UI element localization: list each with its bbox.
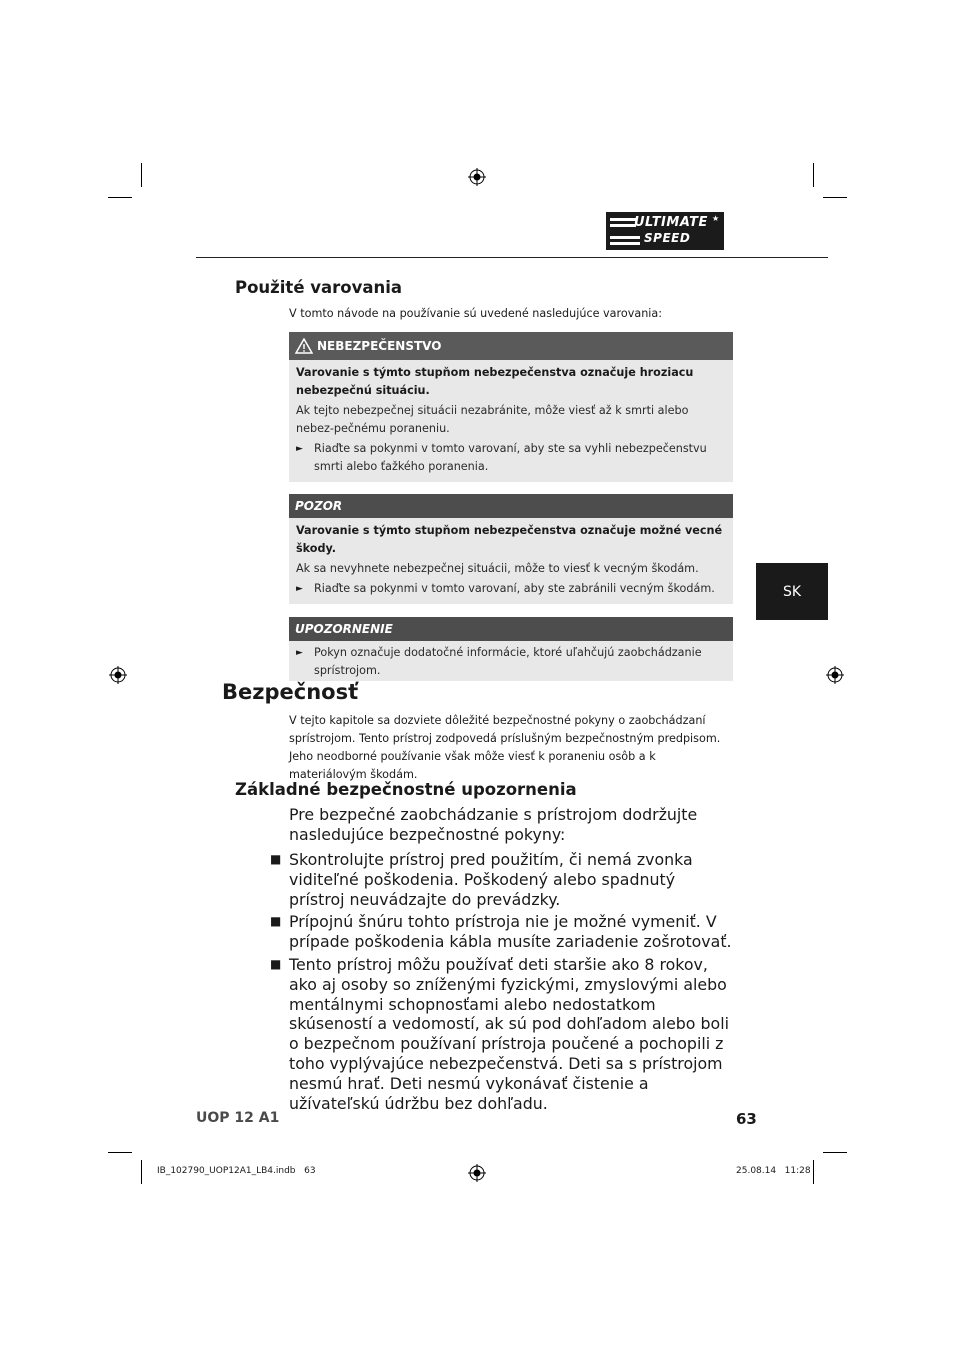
footer-model: UOP 12 A1 (196, 1110, 280, 1126)
bullet-square-icon: ■ (270, 852, 282, 866)
danger-bold: Varovanie s týmto stupňom nebezpečenstva označuje hroziacu nebezpečnú situáciu. (296, 366, 694, 397)
danger-instruction (296, 440, 725, 476)
bullet-square-icon: ■ (270, 957, 282, 971)
danger-box (289, 332, 733, 482)
arrow-right-icon: ► (296, 444, 303, 454)
bullet-text: Prípojnú šnúru tohto prístroja nie je možné vymeniť. V prípade poškodenia kábla musíte zariadenie zošrotovať. (289, 912, 732, 951)
registration-mark-icon (468, 168, 486, 186)
crop-mark (813, 1160, 814, 1184)
crop-mark (141, 1160, 142, 1184)
caution-header (289, 494, 733, 518)
danger-label: NEBEZPEČENSTVO (317, 339, 442, 353)
danger-text: Ak tejto nebezpečnej situácii nezabránite, môže viesť až k smrti alebo nebez-pečnému poraneniu. (296, 404, 689, 435)
slug-file: IB_102790_UOP12A1_LB4.indb 63 (157, 1166, 316, 1176)
crop-mark (108, 197, 132, 198)
crop-mark (813, 163, 814, 187)
list-item (270, 850, 734, 909)
notice-arrow-text: Pokyn označuje dodatočné informácie, ktoré uľahčujú zaobchádzanie sprístrojom. (314, 646, 702, 677)
caution-box (289, 494, 733, 604)
registration-mark-icon (468, 1164, 486, 1182)
danger-header (289, 332, 733, 360)
crop-mark (823, 1152, 847, 1153)
crop-mark (823, 197, 847, 198)
caution-label: POZOR (295, 499, 343, 513)
basic-safety-intro: Pre bezpečné zaobchádzanie s prístrojom dodržujte nasledujúce bezpečnostné pokyny: (289, 805, 698, 844)
notice-box (289, 617, 733, 681)
notice-label: UPOZORNENIE (295, 622, 393, 636)
safety-intro: V tejto kapitole sa dozviete dôležité bezpečnostné pokyny o zaobchádzaní sprístrojom. Tento prístroj zodpovedá príslušným bezpečnostným predpisom. Jeho neodborné používanie však môže viesť k poraneniu osôb a k materiálovým škodám. (289, 714, 721, 781)
caution-text: Ak sa nevyhnete nebezpečnej situácii, môže to viesť k vecným škodám. (296, 562, 699, 575)
notice-instruction (296, 644, 725, 680)
slug-date: 25.08.14 11:28 (736, 1166, 811, 1176)
arrow-right-icon: ► (296, 648, 303, 658)
warnings-heading: Použité varovania (235, 278, 403, 297)
registration-mark-icon (826, 666, 844, 684)
crop-mark (108, 1152, 132, 1153)
header-rule (196, 257, 828, 258)
caution-instruction (296, 580, 725, 598)
star-icon: ★ (712, 214, 720, 223)
caution-bold: Varovanie s týmto stupňom nebezpečenstva označuje možné vecné škody. (296, 524, 723, 555)
registration-mark-icon (109, 666, 127, 684)
notice-header (289, 617, 733, 641)
brand-logo (606, 212, 724, 250)
page-number: 63 (736, 1110, 757, 1128)
crop-mark (141, 163, 142, 187)
arrow-right-icon: ► (296, 584, 303, 594)
language-tab: SK (756, 563, 828, 620)
logo-text-line1: ULTIMATE (634, 215, 708, 230)
caution-arrow-text: Riaďte sa pokynmi v tomto varovaní, aby ste zabránili vecným škodám. (314, 582, 715, 595)
bullet-square-icon: ■ (270, 914, 282, 928)
danger-arrow-text: Riaďte sa pokynmi v tomto varovaní, aby ste sa vyhli nebezpečenstvu smrti alebo ťažkého poranenia. (314, 442, 707, 473)
logo-text-line2: SPEED (644, 231, 691, 245)
safety-title: Bezpečnosť (222, 680, 359, 704)
bullet-text: Skontrolujte prístroj pred použitím, či nemá zvonka viditeľné poškodenia. Poškodený alebo spadnutý prístroj neuvádzajte do prevádzky. (289, 850, 693, 909)
list-item (270, 912, 734, 952)
list-item (270, 955, 734, 1113)
basic-safety-heading: Základné bezpečnostné upozornenia (235, 780, 577, 799)
warnings-intro: V tomto návode na používanie sú uvedené nasledujúce varovania: (289, 307, 663, 320)
bullet-text: Tento prístroj môžu používať deti staršie ako 8 rokov, ako aj osoby so zníženými fyzickými, zmyslovými alebo mentálnymi schopnosťami alebo nedostatkom skúseností a vedomostí, ak sú pod dohľadom alebo boli o bezpečnom používaní prístroja poučené a pochopili z toho vyplývajúce nebezpečenstvá. Deti sa s prístrojom nesmú hrať. Deti nesmú vykonávať čistenie a užívateľskú údržbu bez dohľadu. (289, 955, 729, 1113)
warning-triangle-icon (295, 338, 313, 354)
